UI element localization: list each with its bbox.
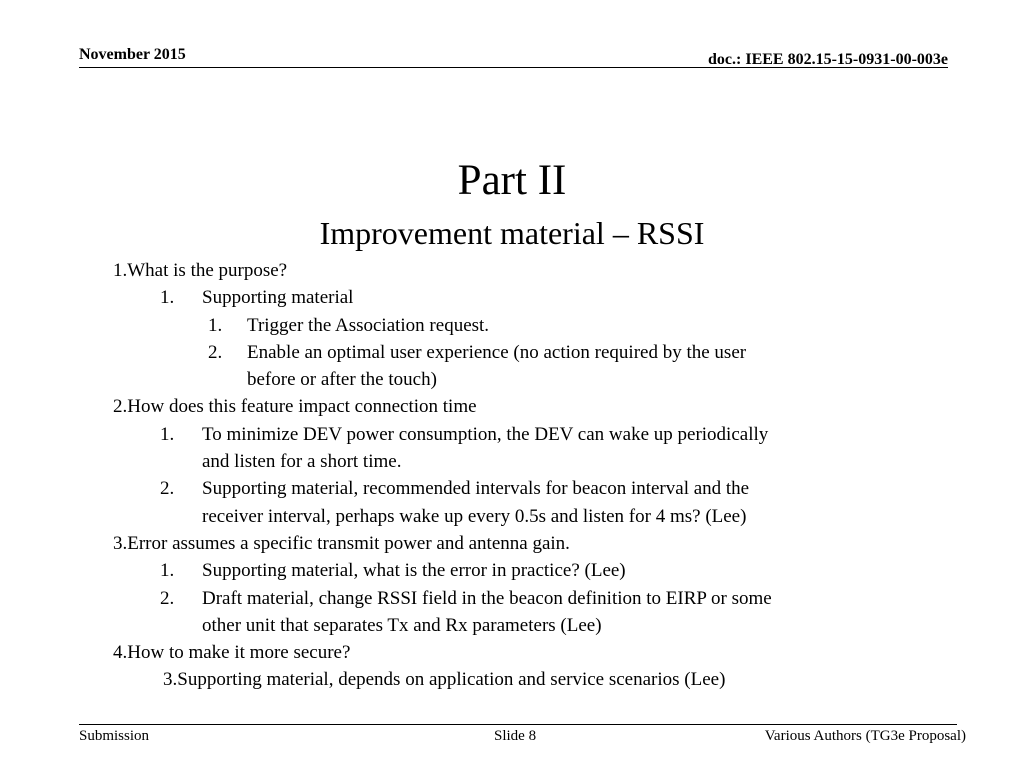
- outline-item-3-2: [0, 585, 1024, 612]
- outline-item-1-1-1: [0, 312, 1024, 339]
- outline-item-1-1-2-cont: [0, 366, 1024, 393]
- list-text: before or after the touch): [247, 369, 437, 391]
- list-text: Supporting material, recommended intervals for beacon interval and the: [202, 478, 750, 500]
- list-number: 1.: [160, 287, 175, 309]
- list-number: 2.: [160, 587, 175, 609]
- slide-subtitle: Improvement material – RSSI: [319, 215, 705, 251]
- footer-authors: Various Authors (TG3e Proposal): [764, 728, 966, 744]
- outline-item-1-1-2: [0, 339, 1024, 366]
- outline-item-2-1: [0, 421, 1024, 448]
- outline-item-2: 2.How does this feature impact connection time: [113, 396, 477, 418]
- list-number: 1.: [160, 423, 175, 445]
- outline-item-4-1: 3.Supporting material, depends on application and service scenarios (Lee): [163, 669, 726, 691]
- list-text: Enable an optimal user experience (no action required by the user: [247, 341, 747, 363]
- outline-item-4: 4.How to make it more secure?: [113, 642, 351, 664]
- outline-item-2-1-cont: [0, 448, 1024, 475]
- header-date: November 2015: [79, 46, 186, 63]
- list-text: Supporting material, what is the error in practice? (Lee): [202, 560, 626, 582]
- outline-item-2-2: [0, 475, 1024, 502]
- outline-item-3: 3.Error assumes a specific transmit power and antenna gain.: [113, 532, 570, 554]
- outline-item-3-2-cont: [0, 612, 1024, 639]
- list-number: 2.: [160, 478, 175, 500]
- list-text: Trigger the Association request.: [247, 314, 490, 336]
- outline-item-2-2-cont: [0, 503, 1024, 530]
- list-text: Draft material, change RSSI field in the beacon definition to EIRP or some: [202, 587, 772, 609]
- slide-title: Part II: [457, 157, 567, 204]
- list-text: Supporting material: [202, 287, 354, 309]
- footer-submission: Submission: [79, 728, 150, 744]
- list-text: other unit that separates Tx and Rx parameters (Lee): [202, 614, 602, 636]
- outline-item-3-1: [0, 557, 1024, 584]
- header-divider: [79, 67, 948, 68]
- outline-item-1-1: [0, 284, 1024, 311]
- footer-slide-number: Slide 8: [494, 728, 537, 744]
- slide-outline: [0, 257, 1024, 694]
- list-number: 1.: [160, 560, 175, 582]
- header-doc-id: doc.: IEEE 802.15-15-0931-00-003e: [708, 51, 948, 68]
- list-number: 2.: [208, 341, 223, 363]
- list-text: To minimize DEV power consumption, the DEV can wake up periodically: [202, 423, 769, 445]
- list-text: and listen for a short time.: [202, 451, 402, 473]
- list-number: 1.: [208, 314, 223, 336]
- footer-divider: [79, 724, 957, 725]
- outline-item-1: 1.What is the purpose?: [113, 260, 288, 281]
- list-text: receiver interval, perhaps wake up every 0.5s and listen for 4 ms? (Lee): [202, 505, 747, 527]
